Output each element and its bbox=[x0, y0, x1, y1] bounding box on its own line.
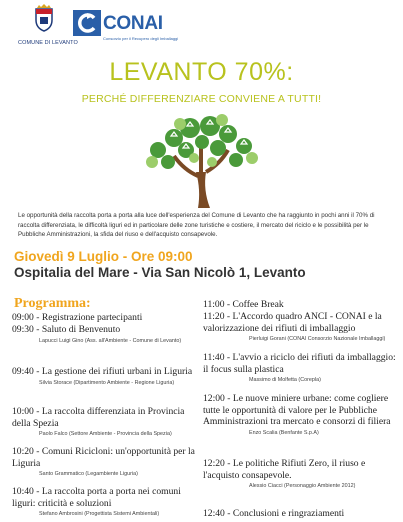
program-item-speaker: Lapucci Luigi Gino (Ass. all'Ambiente - Comune di Levanto) bbox=[39, 337, 182, 344]
event-date: Giovedì 9 Luglio - Ore 09:00 bbox=[14, 249, 193, 264]
recycling-tree-illustration bbox=[128, 110, 278, 210]
comune-crest-icon bbox=[33, 4, 55, 32]
program-item-speaker: Stefano Ambrosini (Progettista Sistemi Ambientali) bbox=[39, 511, 160, 517]
program-item-speaker: Paolo Falco (Settore Ambiente - Provincia della Spezia) bbox=[39, 431, 172, 437]
program-item bbox=[203, 393, 401, 437]
program-item bbox=[12, 324, 181, 345]
program-item-title: 11:00 - Coffee Break bbox=[203, 299, 284, 310]
program-item-speaker: Silvia Storace (Dipartimento Ambiente - Regione Liguria) bbox=[39, 379, 175, 386]
program-item-title: 10:40 - La raccolta porta a porta nei comuni liguri: criticità e soluzioni bbox=[12, 486, 181, 509]
program-item-title: 09:40 - La gestione dei rifiuti urbani in Liguria bbox=[12, 366, 193, 377]
page-subtitle: PERCHÉ DIFFERENZIARE CONVIENE A TUTTI! bbox=[81, 93, 322, 105]
event-venue: Ospitalia del Mare - Via San Nicolò 1, Levanto bbox=[14, 265, 306, 280]
program-item bbox=[203, 352, 401, 385]
comune-di-levanto-logo bbox=[18, 4, 78, 46]
intro-paragraph: Le opportunità della raccolta porta a porta alla luce dell'esperienza del Comune di Levanto che ha raggiunto in pochi anni il 70% di raccolta differenziata, le difficoltà liguri ed in particolare delle zone turistiche e costiere, il mercato del riciclo e le possibilità per le Pubbliche Amministrazioni, la sfida del riuso e dell'acquisto consapevole. bbox=[18, 212, 375, 238]
program-item-speaker: Pierluigi Gorani (CONAI Consorzio Nazionale Imballaggi) bbox=[249, 336, 386, 342]
comune-label: COMUNE DI LEVANTO bbox=[18, 40, 78, 46]
program-item-title: 10:20 - Comuni Ricicloni: un'opportunità per la Liguria bbox=[12, 446, 195, 469]
conai-tagline: Consorzio per il Recupero degli Imballaggi bbox=[103, 36, 179, 41]
program-item bbox=[12, 366, 192, 387]
program-item-speaker: Massimo di Molfetta (Corepla) bbox=[249, 377, 321, 383]
page-title: LEVANTO 70%: bbox=[109, 58, 294, 86]
program-item-title: 12:20 - Le politiche Rifiuti Zero, il riuso e l'acquisto consapevole. bbox=[203, 458, 366, 481]
program-item-title: 12:40 - Conclusioni e ringraziamenti bbox=[203, 508, 345, 519]
program-item bbox=[12, 406, 204, 439]
program-item bbox=[12, 312, 142, 324]
program-item bbox=[12, 446, 204, 479]
program-item-speaker: Santo Grammatico (Legambiente Liguria) bbox=[39, 471, 138, 477]
program-item-title: 12:00 - Le nuove miniere urbane: come cogliere tutte le opportunità di valore per le Pubbliche Amministrazioni tra mercato e consorzi di filiera bbox=[203, 393, 391, 427]
program-item-title: 09:30 - Saluto di Benvenuto bbox=[12, 324, 121, 335]
header-logos bbox=[0, 4, 403, 50]
program-item bbox=[12, 486, 204, 519]
program-heading: Programma: bbox=[14, 296, 91, 311]
conai-name: CONAI bbox=[103, 13, 163, 34]
program-item bbox=[203, 458, 401, 491]
program-item-title: 10:00 - La raccolta differenziata in Provincia della Spezia bbox=[12, 406, 185, 429]
program-item-title: 11:40 - L'avvio a riciclo dei rifiuti da imballaggio: il focus sulla plastica bbox=[203, 352, 396, 375]
program-item bbox=[203, 311, 401, 344]
program-item-title: 11:20 - L'Accordo quadro ANCI - CONAI e la valorizzazione dei rifiuti di imballaggio bbox=[203, 311, 382, 334]
program-item bbox=[203, 508, 344, 520]
program-item-title: 09:00 - Registrazione partecipanti bbox=[12, 312, 143, 323]
program-item-speaker: Alessio Ciacci (Personaggio Ambiente 2012) bbox=[249, 483, 356, 489]
conai-logo-icon bbox=[73, 10, 101, 36]
program-item-speaker: Enzo Scalia (Benfante S.p.A) bbox=[249, 429, 319, 436]
program-item bbox=[203, 299, 284, 311]
